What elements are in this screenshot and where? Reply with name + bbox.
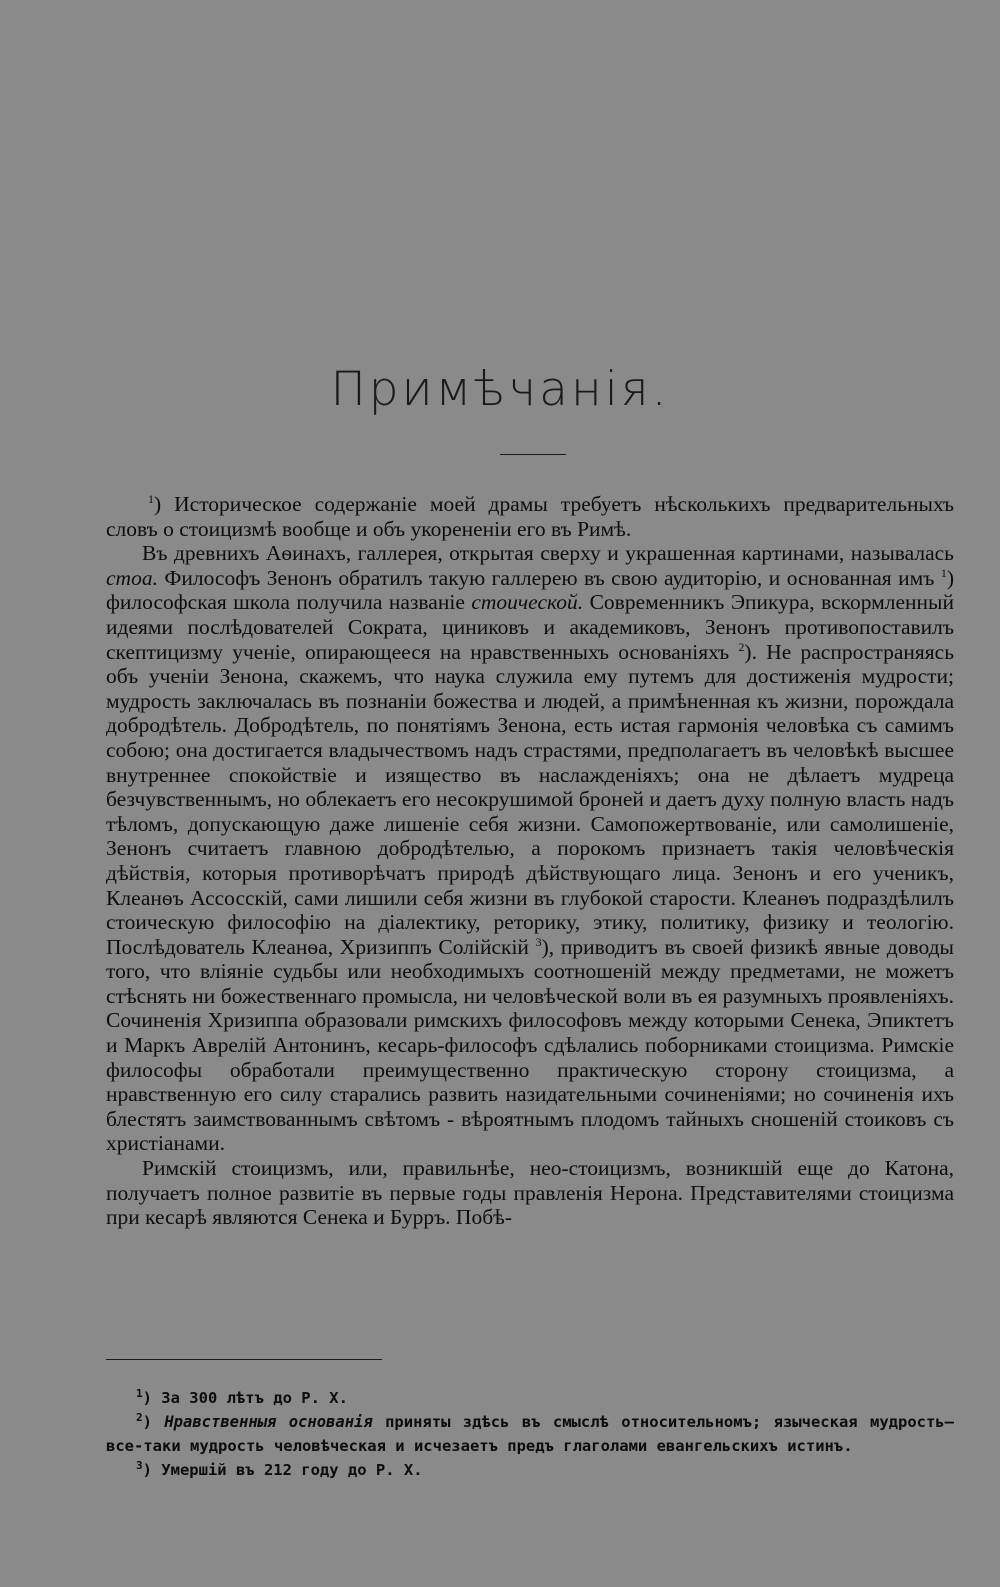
paragraph-text: ) Историческое содержаніе моей драмы требуетъ нѣсколькихъ предварительныхъ словъ о стоицизмѣ вообще и объ укорененіи его въ Римѣ. — [106, 492, 954, 541]
footnote-number: 1 — [136, 1386, 143, 1400]
footnote-ref: 2 — [738, 639, 745, 654]
footnote-text: приняты здѣсь въ смыслѣ относительномъ; языческая мудрость—все-таки мудрость человѣческая и исчезаетъ предъ глаголами евангельскихъ истинъ. — [106, 1413, 954, 1455]
footnote-number: 3 — [136, 1458, 143, 1472]
footnote-ref: 1 — [940, 565, 947, 580]
footnote-number: 2 — [136, 1410, 143, 1424]
title-divider — [500, 454, 566, 455]
paragraph-text: ) философская школа получила названіе — [106, 565, 954, 615]
notes-body — [106, 492, 954, 1230]
footnotes — [106, 1386, 954, 1482]
footnote-2 — [106, 1410, 954, 1458]
footnote-text: ) Умершій въ 212 году до Р. Х. — [142, 1461, 423, 1479]
paragraph-text: Философъ Зенонъ обратилъ такую галлерею въ свою аудиторію, и основанная имъ — [157, 565, 941, 590]
paragraph-text: ). Не распространяясь объ ученіи Зенона, скажемъ, что наука служила ему путемъ для достиженія мудрости; мудрость заключалась въ познаніи божества и людей, а примѣненная къ жизни, порождала добродѣтель. Добродѣтель, по понятіямъ Зенона, есть истая гармонія человѣка съ самимъ собою; она достигается владычествомъ надъ страстями, предполагаетъ въ человѣкѣ высшее внутреннее спокойствіе и изящество въ наслажденіяхъ; она не дѣлаетъ мудреца безчувственнымъ, но облекаетъ его несокрушимой броней и даетъ духу полную власть надъ тѣломъ, допускающую даже лишеніе себя жизни. Самопожертвованіе, или самолишеніе, Зенонъ считаетъ главною добродѣтелью, а порокомъ признаетъ такія человѣческія дѣйствія, которыя противорѣчатъ природѣ дѣйствующаго лица. Зенонъ и его ученикъ, Клеанѳъ Ассосскій, сами лишили себя жизни въ глубокой старости. Клеанѳъ подраздѣлилъ стоическую философію на діалектику, реторику, этику, политику, физику и теологію. Послѣдователь Клеанѳа, Хризиппъ Солійскій — [106, 639, 955, 959]
paragraph-1 — [106, 492, 954, 541]
footnote-divider — [106, 1359, 382, 1360]
note-marker: 1 — [148, 491, 154, 506]
footnote-text: ) — [142, 1413, 165, 1431]
italic-term: стоа. — [106, 565, 158, 590]
paragraph-text: Современникъ Эпикура, вскормленный идеями послѣдователей Сократа, циниковъ и академиковъ, Зенонъ противопоставилъ скептицизму ученіе, опирающееся на нравственныхъ основаніяхъ — [106, 590, 955, 664]
paragraph-2 — [106, 541, 954, 1156]
paragraph-3 — [106, 1156, 954, 1230]
paragraph-text: Въ древнихъ Аѳинахъ, галлерея, открытая сверху и украшенная картинами, называлась — [142, 541, 954, 566]
italic-term: стоической. — [471, 590, 584, 615]
footnote-ref: 3 — [535, 934, 542, 949]
paragraph-text: Римскій стоицизмъ, или, правильнѣе, нео-стоицизмъ, возникшій еще до Катона, получаетъ полное развитіе въ первые годы правленія Нерона. Представителями стоицизма при кесарѣ являются Сенека и Бурръ. Побѣ- — [106, 1156, 954, 1230]
footnote-1 — [106, 1386, 954, 1410]
page-title: Примѣчанія. — [330, 362, 670, 417]
paragraph-text: ), приводитъ въ своей физикѣ явные доводы того, что вліяніе судьбы или необходимыхъ соотношеній между предметами, не можетъ стѣснять ни божественнаго промысла, ни человѣческой воли въ ея разумныхъ проявленіяхъ. Сочиненія Хризиппа образовали римскихъ философовъ между которыми Сенека, Эпиктетъ и Маркъ Аврелій Антонинъ, кесарь-философъ сдѣлались поборниками стоицизма. Римскіе философы обработали преимущественно практическую сторону стоицизма, а нравственную его силу старались развить назидательными сочиненіями; но сочиненія ихъ блестятъ заимствованнымъ свѣтомъ - вѣроятнымъ плодомъ тайныхъ сношеній стоиковъ съ христіанами. — [106, 934, 954, 1156]
footnote-text: ) За 300 лѣтъ до Р. Х. — [142, 1389, 348, 1407]
footnote-italic-term: Нравственныя основанія — [164, 1413, 373, 1431]
footnote-3 — [106, 1458, 954, 1482]
